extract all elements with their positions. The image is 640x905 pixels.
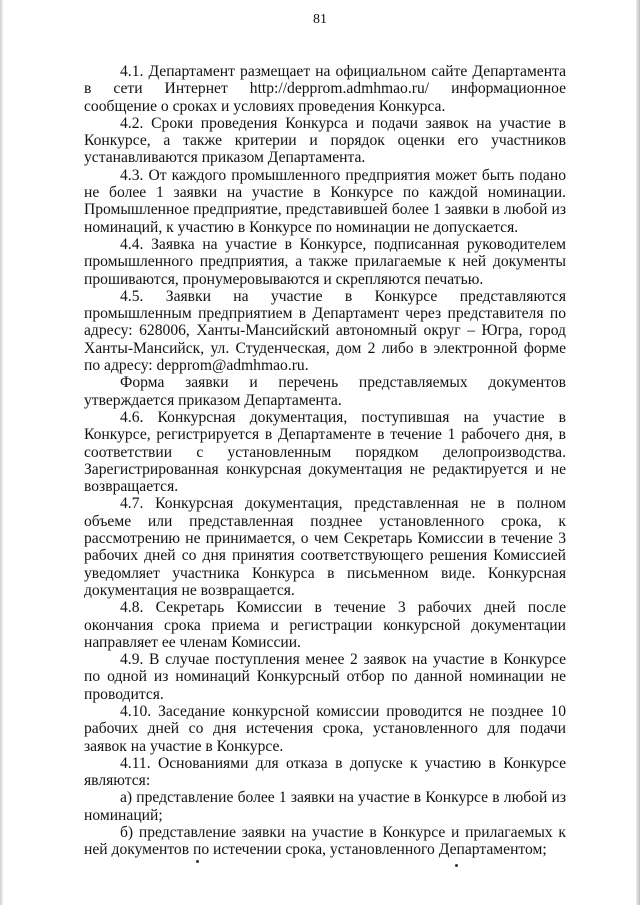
paragraph-4-3: 4.3. От каждого промышленного предприятия может быть подано не более 1 заявки на участие в Конкурсе по каждой номинации. Промышленное предприятие, представившей более 1 заявки в любой из номинаций, к участию в Конкурсе по номинации не допускается. — [84, 166, 566, 236]
paragraph-4-2: 4.2. Сроки проведения Конкурса и подачи заявок на участие в Конкурсе, а также критерии и порядок оценки его участников устанавливаются приказом Департамента. — [84, 114, 566, 167]
page-number: 81 — [313, 12, 327, 27]
scan-edge-right — [636, 0, 640, 905]
paragraph-item-b: б) представление заявки на участие в Конкурсе и прилагаемых к ней документов по истечении срока, установленного Департаментом; — [84, 824, 566, 859]
paragraph-4-1: 4.1. Департамент размещает на официальном сайте Департамента в сети Интернет http://depprom.admhmao.ru/ информационное сообщение о сроках и условиях проведения Конкурса. — [84, 63, 566, 115]
paragraph-4-4: 4.4. Заявка на участие в Конкурсе, подписанная руководителем промышленного предприятия, а также прилагаемые к ней документы прошиваются, пронумеровываются и скрепляются печатью. — [84, 235, 566, 288]
paragraph-4-5: 4.5. Заявки на участие в Конкурсе представляются промышленным предприятием в Департамент через представителя по адресу: 628006, Ханты-Мансийский автономный округ – Югра, город Ханты-Мансийск, ул. Студенческая, дом 2 либо в электронной форме по адресу: depprom@admhmao.ru. — [84, 287, 566, 375]
scan-speck — [455, 864, 458, 867]
paragraph-item-a: а) представление более 1 заявки на участие в Конкурсе в любой из номинаций; — [84, 789, 566, 824]
paragraph-form-note: Форма заявки и перечень представляемых документов утверждается приказом Департамента. — [84, 374, 566, 409]
paragraph-4-11: 4.11. Основаниями для отказа в допуске к участию в Конкурсе являются: — [84, 754, 566, 790]
paragraph-4-10: 4.10. Заседание конкурсной комиссии проводится не позднее 10 рабочих дней со дня истечения срока, установленного для подачи заявок на участие в Конкурсе. — [84, 702, 566, 755]
paragraph-4-7: 4.7. Конкурсная документация, представленная не в полном объеме или представленная позднее установленного срока, к рассмотрению не принимается, о чем Секретарь Комиссии в течение 3 рабочих дней со дня принятия соответствующего решения Комиссией уведомляет участника Конкурса в письменном виде. Конкурсная документация не возвращается. — [84, 495, 566, 599]
paragraph-4-9: 4.9. В случае поступления менее 2 заявок на участие в Конкурсе по одной из номинаций Конкурсный отбор по данной номинации не проводится. — [84, 651, 566, 703]
scan-edge-left — [0, 0, 3, 905]
paragraph-4-8: 4.8. Секретарь Комиссии в течение 3 рабочих дней после окончания срока приема и регистрации конкурсной документации направляет ее членам Комиссии. — [84, 599, 566, 651]
paragraph-4-6: 4.6. Конкурсная документация, поступившая на участие в Конкурсе, регистрируется в Департаменте в течение 1 рабочего дня, в соответствии с установленным порядком делопроизводства. Зарегистрированная конкурсная документация не редактируется и не возвращается. — [84, 408, 566, 496]
document-body — [84, 63, 566, 859]
scan-speck — [196, 860, 199, 863]
